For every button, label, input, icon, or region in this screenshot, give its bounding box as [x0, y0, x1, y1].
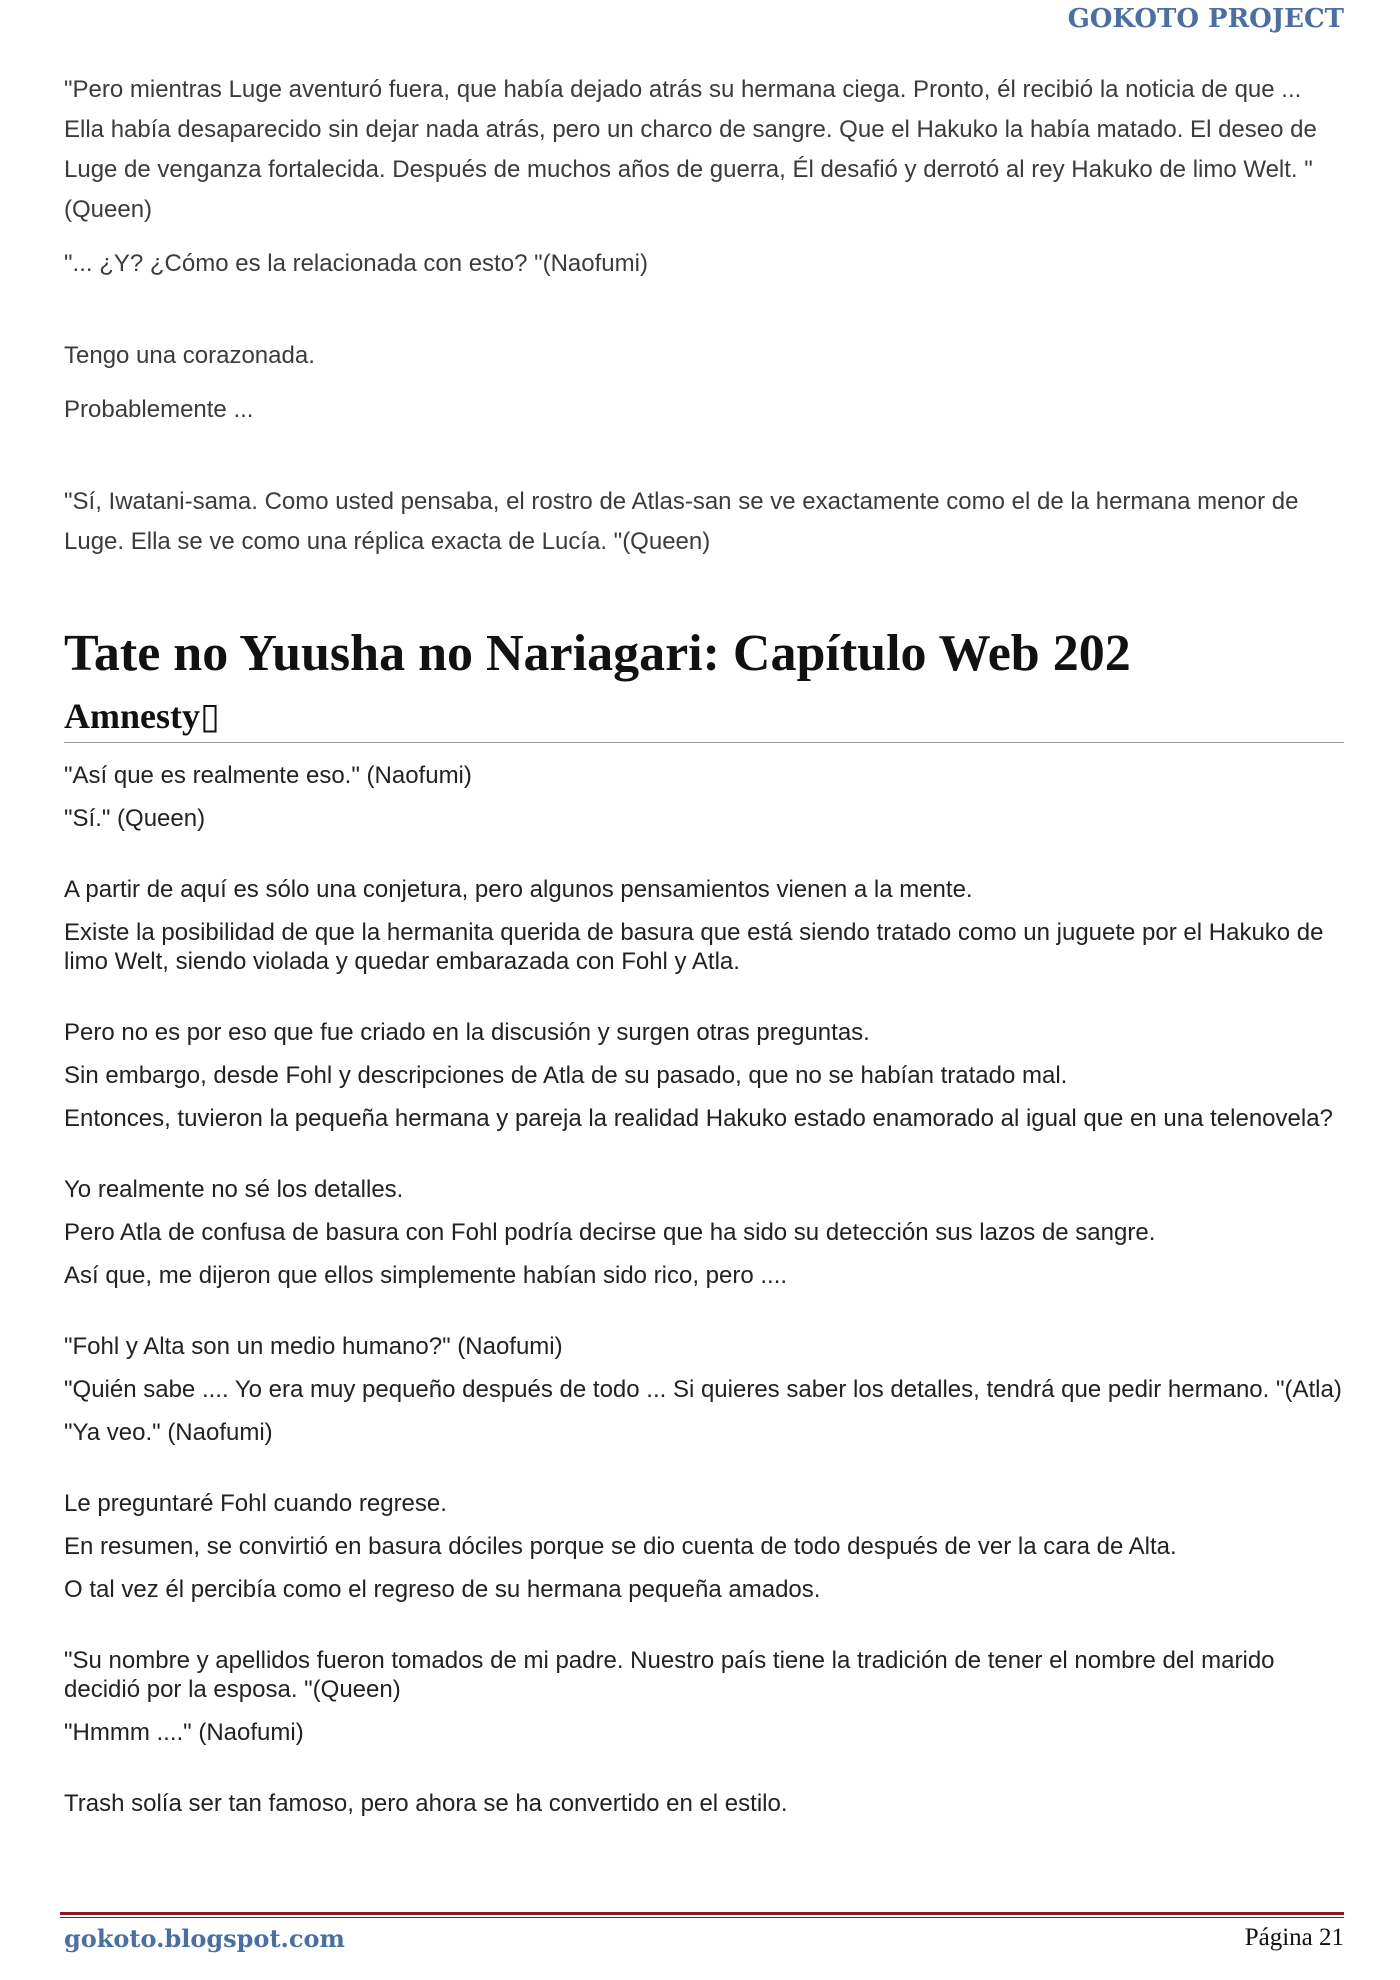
body-paragraph: "Sí." (Queen)	[64, 805, 206, 832]
intro-paragraph: "... ¿Y? ¿Cómo es la relacionada con esto? "(Naofumi)	[64, 250, 648, 277]
page-content	[64, 70, 1344, 1832]
body-paragraph: "Quién sabe .... Yo era muy pequeño después de todo ... Si quieres saber los detalles, tendrá que pedir hermano. "(Atla)	[64, 1376, 1342, 1403]
body-paragraph: Así que, me dijeron que ellos simplemente habían sido rico, pero ....	[64, 1262, 788, 1289]
body-paragraph: "Fohl y Alta son un medio humano?" (Naofumi)	[64, 1333, 563, 1360]
body-paragraph: Pero Atla de confusa de basura con Fohl podría decirse que ha sido su detección sus lazos de sangre.	[64, 1219, 1156, 1246]
body-paragraph: "Su nombre y apellidos fueron tomados de mi padre. Nuestro país tiene la tradición de tener el nombre del marido decidió por la esposa. "(Queen)	[64, 1647, 1275, 1703]
body-paragraph: "Así que es realmente eso." (Naofumi)	[64, 762, 472, 789]
body-paragraph: O tal vez él percibía como el regreso de su hermana pequeña amados.	[64, 1576, 821, 1603]
body-paragraph: Trash solía ser tan famoso, pero ahora se ha convertido en el estilo.	[64, 1790, 788, 1817]
body-paragraph: Sin embargo, desde Fohl y descripciones de Atla de su pasado, que no se habían tratado mal.	[64, 1062, 1068, 1089]
body-paragraph: Existe la posibilidad de que la hermanita querida de basura que está siendo tratado como un juguete por el Hakuko de limo Welt, siendo violada y quedar embarazada con Fohl y Atla.	[64, 919, 1324, 975]
body-paragraph: Entonces, tuvieron la pequeña hermana y pareja la realidad Hakuko estado enamorado al igual que en una telenovela?	[64, 1105, 1333, 1132]
intro-paragraph: "Pero mientras Luge aventuró fuera, que había dejado atrás su hermana ciega. Pronto, él recibió la noticia de que ... Ella había desaparecido sin dejar nada atrás, pero un charco de sangre. Que el Hakuko la había matado. El deseo de Luge de venganza fortalecida. Después de muchos años de guerra, Él desafió y derrotó al rey Hakuko de limo Welt. "(Queen)	[64, 76, 1317, 223]
body-paragraph: "Hmmm ...." (Naofumi)	[64, 1719, 304, 1746]
body-paragraph: Yo realmente no sé los detalles.	[64, 1176, 404, 1203]
intro-paragraph: "Sí, Iwatani-sama. Como usted pensaba, el rostro de Atlas-san se ve exactamente como el de la hermana menor de Luge. Ella se ve como una réplica exacta de Lucía. "(Queen)	[64, 488, 1299, 555]
chapter-title: Tate no Yuusha no Nariagari: Capítulo Web 202	[64, 625, 1131, 682]
subtitle-divider	[64, 742, 1344, 743]
body-paragraph: Pero no es por eso que fue criado en la discusión y surgen otras preguntas.	[64, 1019, 870, 1046]
footer-site-link[interactable]: gokoto.blogspot.com	[64, 1924, 345, 1953]
intro-paragraph: Probablemente ...	[64, 396, 254, 423]
header-brand: GOKOTO PROJECT	[1067, 4, 1344, 34]
footer-divider-thin	[60, 1917, 1344, 1918]
body-paragraph: En resumen, se convirtió en basura dóciles porque se dio cuenta de todo después de ver la cara de Alta.	[64, 1533, 1177, 1560]
body-paragraph: Le preguntaré Fohl cuando regrese.	[64, 1490, 447, 1517]
intro-paragraph: Tengo una corazonada.	[64, 342, 315, 369]
footer-divider	[60, 1912, 1344, 1915]
body-paragraph: "Ya veo." (Naofumi)	[64, 1419, 273, 1446]
body-paragraph: A partir de aquí es sólo una conjetura, pero algunos pensamientos vienen a la mente.	[64, 876, 973, 903]
page-number: Página 21	[1244, 1924, 1344, 1951]
chapter-subtitle: Amnesty▯	[64, 696, 220, 736]
